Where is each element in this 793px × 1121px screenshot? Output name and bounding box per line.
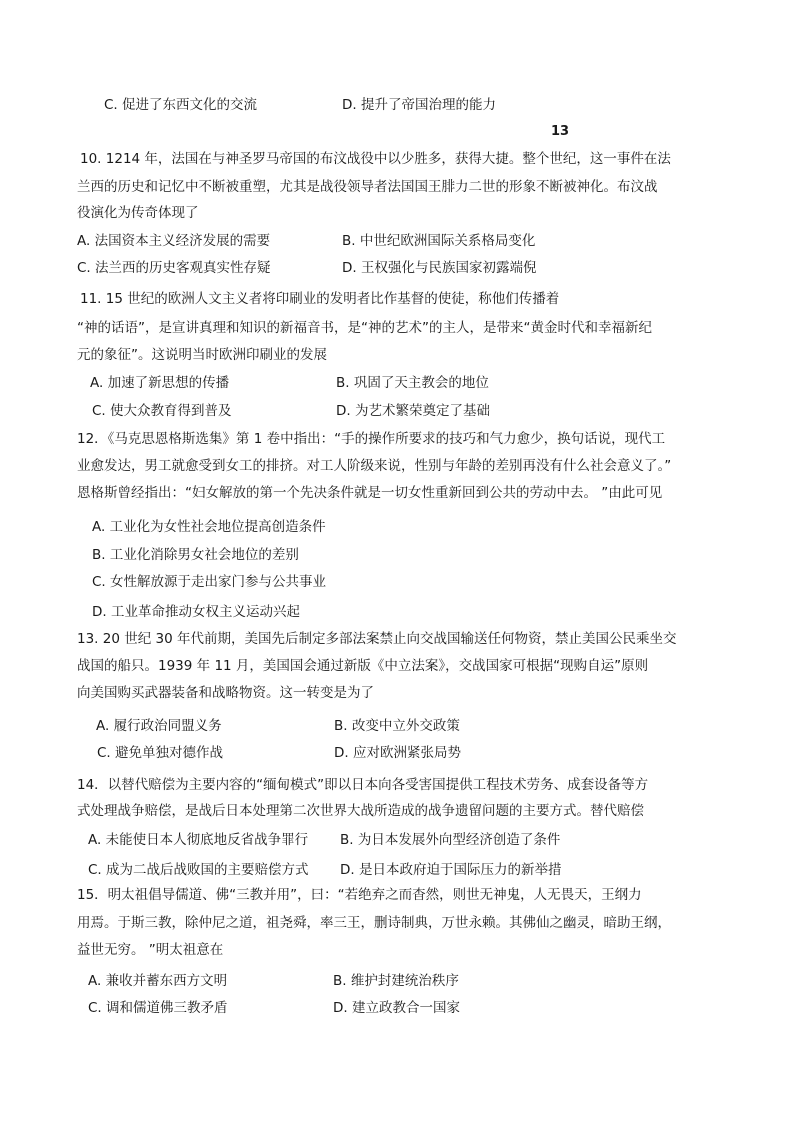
q11-option-b[interactable]: B. 巩固了天主教会的地位 [336, 375, 489, 391]
q15-option-c[interactable]: C. 调和儒道佛三教矛盾 [88, 1000, 228, 1016]
q12-option-a[interactable]: A. 工业化为女性社会地位提高创造条件 [92, 519, 326, 535]
q12-stem-line-3: 恩格斯曾经指出：“妇女解放的第一个先决条件就是一切女性重新回到公共的劳动中去。 ”由此可见 [77, 485, 663, 501]
q15-stem-line-3: 益世无穷。 ”明太祖意在 [77, 942, 224, 958]
q11-option-a[interactable]: A. 加速了新思想的传播 [90, 375, 230, 391]
q10-option-b[interactable]: B. 中世纪欧洲国际关系格局变化 [342, 233, 536, 249]
q9-option-d[interactable]: D. 提升了帝国治理的能力 [342, 97, 496, 113]
q11-option-c[interactable]: C. 使大众教育得到普及 [92, 403, 232, 419]
q13-option-b[interactable]: B. 改变中立外交政策 [334, 718, 460, 734]
page-number: 13 [551, 124, 570, 139]
q13-option-a[interactable]: A. 履行政治同盟义务 [96, 718, 222, 734]
q14-option-d[interactable]: D. 是日本政府迫于国际压力的新举措 [340, 862, 562, 878]
q11-stem-line-3: 元的象征”。这说明当时欧洲印刷业的发展 [77, 347, 327, 363]
q11-stem-line-2: “神的话语”，是宣讲真理和知识的新福音书，是“神的艺术”的主人，是带来“黄金时代和幸福新纪 [77, 320, 652, 336]
q12-stem-line-1: 12．《马克思恩格斯选集》第 1 卷中指出：“手的操作所要求的技巧和气力愈少，换句话说，现代工 [77, 431, 666, 447]
q14-stem-line-2: 式处理战争赔偿，是战后日本处理第二次世界大战所造成的战争遗留问题的主要方式。替代赔偿 [77, 803, 644, 819]
q10-option-d[interactable]: D. 王权强化与民族国家初露端倪 [342, 260, 537, 276]
q10-option-a[interactable]: A. 法国资本主义经济发展的需要 [77, 233, 271, 249]
q12-option-c[interactable]: C. 女性解放源于走出家门参与公共事业 [92, 574, 327, 590]
q15-stem-line-1: 15．明太祖倡导儒道、佛“三教并用”，曰：“若绝弃之而杳然，则世无神鬼，人无畏天，王纲力 [77, 887, 642, 903]
q9-option-c[interactable]: C. 促进了东西文化的交流 [104, 97, 258, 113]
q14-option-c[interactable]: C. 成为二战后战败国的主要赔偿方式 [88, 862, 309, 878]
q11-option-d[interactable]: D. 为艺术繁荣奠定了基础 [336, 403, 490, 419]
q13-stem-line-1: 13. 20 世纪 30 年代前期，美国先后制定多部法案禁止向交战国输送任何物资，禁止美国公民乘坐交 [77, 631, 677, 647]
q15-option-d[interactable]: D. 建立政教合一国家 [333, 1000, 460, 1016]
q13-stem-line-2: 战国的船只。1939 年 11 月，美国国会通过新版《中立法案》，交战国家可根据“现购自运”原则 [77, 658, 649, 674]
q10-option-c[interactable]: C. 法兰西的历史客观真实性存疑 [77, 260, 271, 276]
q10-stem-line-2: 兰西的历史和记忆中不断被重塑，尤其是战役领导者法国国王腓力二世的形象不断被神化。布汶战 [77, 179, 658, 195]
q14-option-a[interactable]: A. 未能使日本人彻底地反省战争罪行 [88, 832, 309, 848]
q14-option-b[interactable]: B. 为日本发展外向型经济创造了条件 [340, 832, 561, 848]
q12-stem-line-2: 业愈发达，男工就愈受到女工的排挤。对工人阶级来说，性别与年龄的差别再没有什么社会意义了。” [77, 458, 672, 474]
q13-stem-line-3: 向美国购买武器装备和战略物资。这一转变是为了 [77, 685, 374, 701]
q13-option-c[interactable]: C. 避免单独对德作战 [97, 745, 224, 761]
q15-stem-line-2: 用焉。于斯三教，除仲尼之道，祖尧舜，率三王，删诗制典，万世永赖。其佛仙之幽灵，暗助王纲， [77, 915, 671, 931]
q11-stem-line-1: 11. 15 世纪的欧洲人文主义者将印刷业的发明者比作基督的使徒，称他们传播着 [80, 291, 560, 307]
q12-option-d[interactable]: D. 工业革命推动女权主义运动兴起 [92, 604, 300, 620]
q15-option-b[interactable]: B. 维护封建统治秩序 [333, 973, 459, 989]
q15-option-a[interactable]: A. 兼收并蓄东西方文明 [88, 973, 228, 989]
q10-stem-line-3: 役演化为传奇体现了 [77, 205, 199, 221]
q10-stem-line-1: 10. 1214 年，法国在与神圣罗马帝国的布汶战役中以少胜多，获得大捷。整个世纪，这一事件在法 [80, 151, 671, 167]
q13-option-d[interactable]: D. 应对欧洲紧张局势 [334, 745, 461, 761]
q12-option-b[interactable]: B. 工业化消除男女社会地位的差别 [92, 547, 299, 563]
q14-stem-line-1: 14．以替代赔偿为主要内容的“缅甸模式”即以日本向各受害国提供工程技术劳务、成套设备等方 [77, 777, 649, 793]
